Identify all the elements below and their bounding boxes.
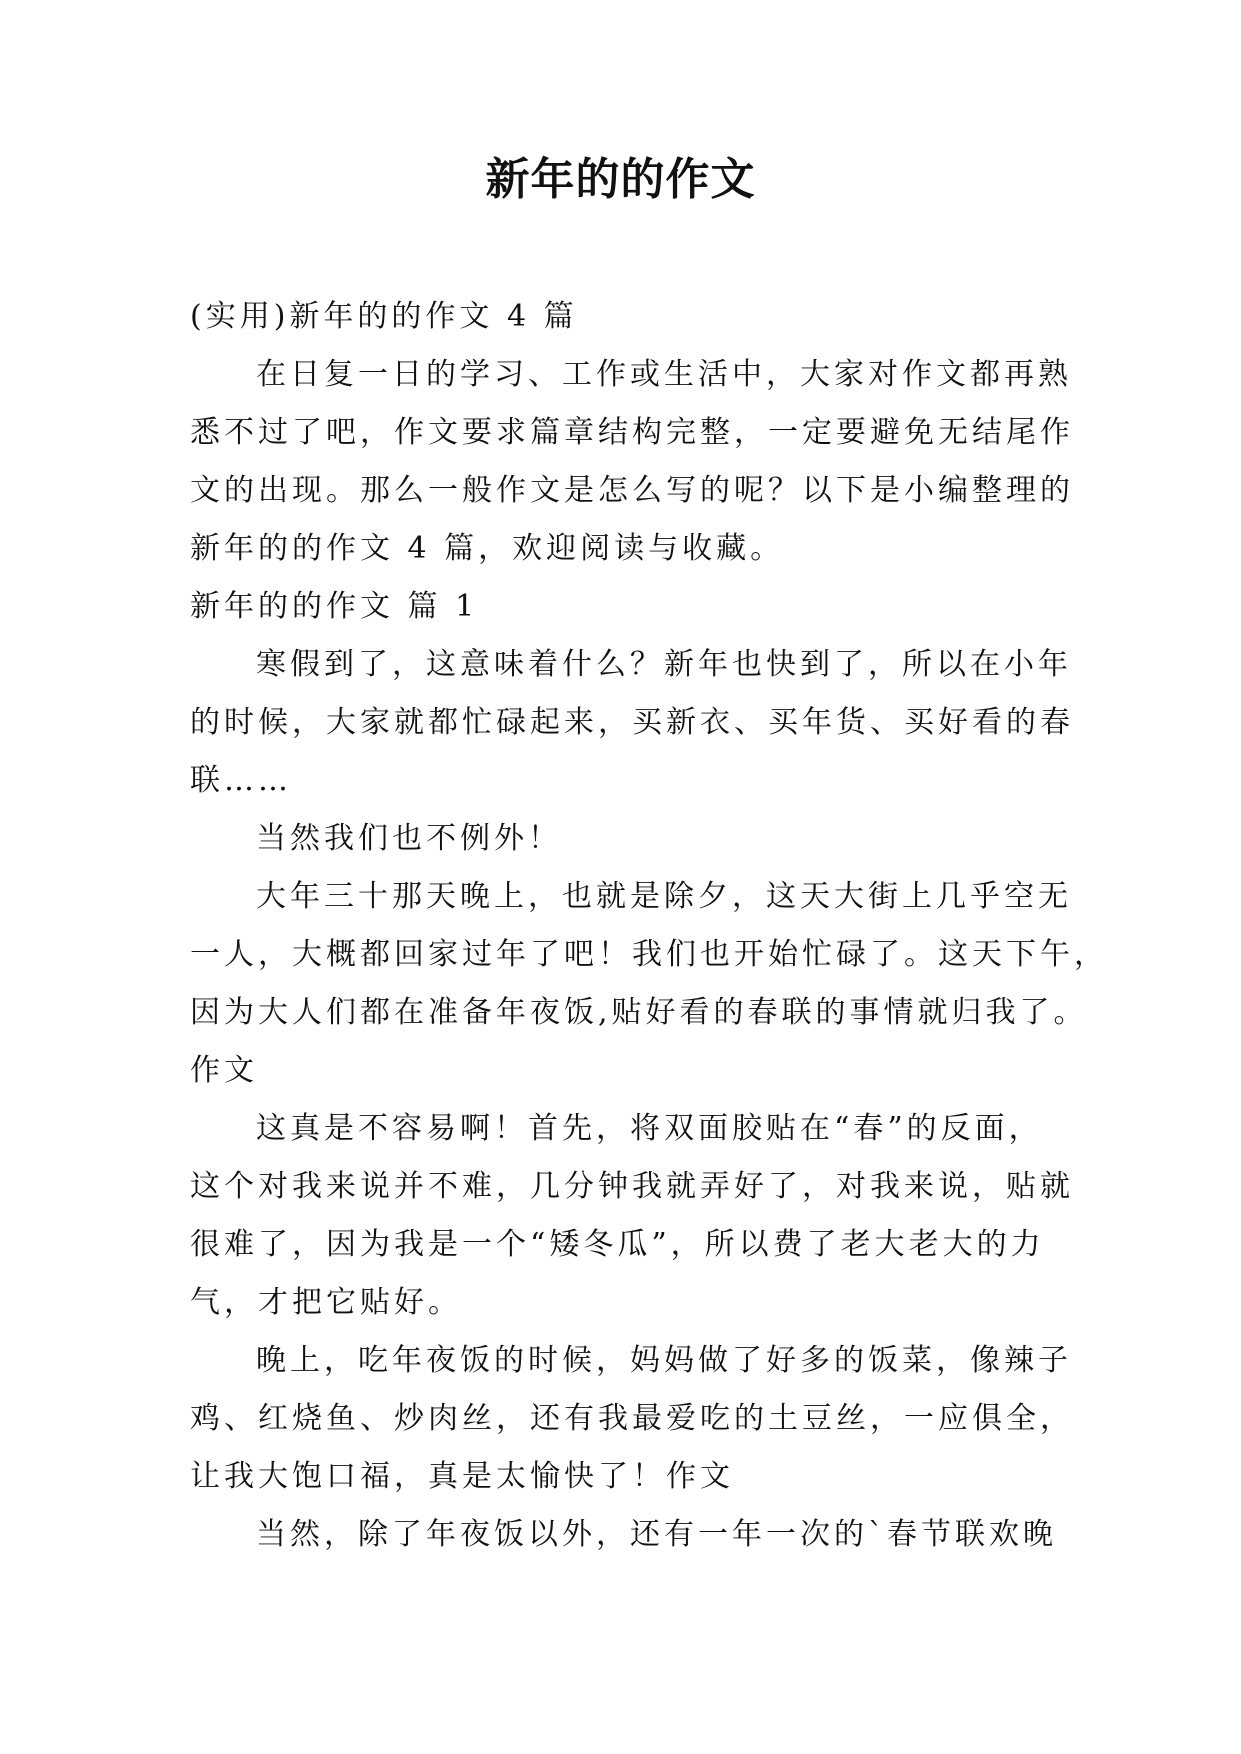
paragraph-line: 一人，大概都回家过年了吧！我们也开始忙碌了。这天下午， (190, 937, 1108, 972)
paragraph-line: 当然我们也不例外！ (256, 821, 562, 856)
paragraph-line: 这个对我来说并不难，几分钟我就弄好了，对我来说，贴就 (190, 1169, 1074, 1204)
section-heading: 新年的的作文 篇 1 (190, 589, 479, 624)
paragraph-line: 鸡、红烧鱼、炒肉丝，还有我最爱吃的土豆丝，一应俱全， (190, 1401, 1074, 1436)
paragraph-line: 当然，除了年夜饭以外，还有一年一次的`春节联欢晚 (256, 1517, 1057, 1552)
paragraph-line: 很难了，因为我是一个“矮冬瓜”，所以费了老大老大的力 (190, 1227, 1045, 1262)
paragraph-line: 的时候，大家就都忙碌起来，买新衣、买年货、买好看的春 (190, 705, 1074, 740)
paragraph-line: 作文 (190, 1053, 258, 1088)
paragraph-line: 让我大饱口福，真是太愉快了！作文 (190, 1459, 734, 1494)
paragraph-line: 因为大人们都在准备年夜饭,贴好看的春联的事情就归我了。 (190, 995, 1088, 1030)
paragraph-line: 联…… (190, 763, 292, 798)
paragraph-line: 气，才把它贴好。 (190, 1285, 462, 1320)
paragraph-line: 新年的的作文 4 篇，欢迎阅读与收藏。 (190, 531, 785, 566)
paragraph-line: 寒假到了，这意味着什么？新年也快到了，所以在小年 (256, 647, 1072, 682)
paragraph-line: 这真是不容易啊！首先，将双面胶贴在“春”的反面， (256, 1111, 1043, 1146)
document-subtitle: (实用)新年的的作文 4 篇 (190, 299, 578, 334)
document-title: 新年的的作文 (485, 154, 756, 205)
paragraph-line: 悉不过了吧，作文要求篇章结构完整，一定要避免无结尾作 (190, 415, 1074, 450)
paragraph-line: 大年三十那天晚上，也就是除夕，这天大街上几乎空无 (256, 879, 1072, 914)
paragraph-line: 晚上，吃年夜饭的时候，妈妈做了好多的饭菜，像辣子 (256, 1343, 1072, 1378)
paragraph-line: 文的出现。那么一般作文是怎么写的呢？以下是小编整理的 (190, 473, 1074, 508)
paragraph-line: 在日复一日的学习、工作或生活中，大家对作文都再熟 (256, 357, 1072, 392)
